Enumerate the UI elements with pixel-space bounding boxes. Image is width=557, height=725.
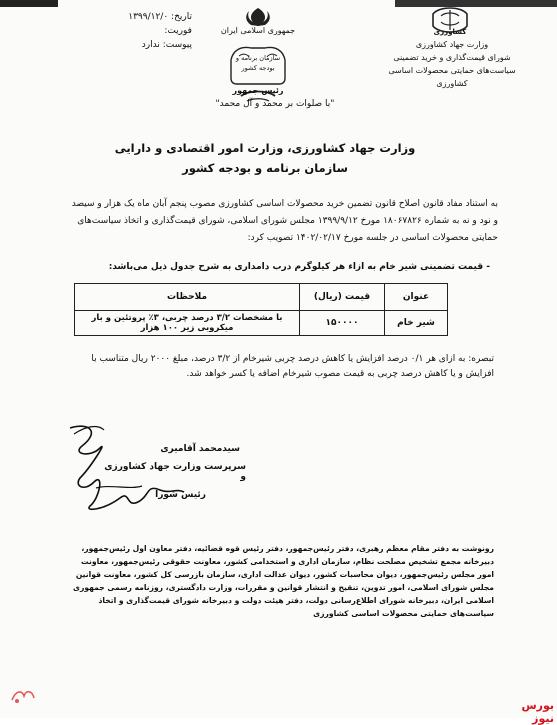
header-price: قیمت (ریال) bbox=[300, 284, 385, 311]
priority-label: فوریت: bbox=[164, 26, 192, 36]
signatory-president: رئیس شورا bbox=[155, 490, 206, 500]
cell-notes: با مشخصات ۳/۲ درصد چربی، ۳٪ پروتئین و بار میکروبی زیر ۱۰۰ هزار bbox=[75, 311, 300, 336]
ministry-logo bbox=[405, 4, 495, 38]
title-line-1: وزارت جهاد کشاورزی، وزارت امور اقتصادی و دارایی bbox=[114, 141, 416, 155]
signatory-role: سرپرست وزارت جهاد کشاورزی و bbox=[104, 462, 246, 482]
signatory-name: سیدمحمد آقامیری bbox=[160, 444, 240, 454]
date-label: تاریخ: bbox=[171, 12, 192, 22]
header-title: عنوان bbox=[385, 284, 448, 311]
cc-list: رونوشت به دفتر مقام معظم رهبری، دفتر رئیس‌جمهور، دفتر رئیس قوه قضائیه، دفتر معاون اول رئیس‌جمهور، دبیرخانه مجمع تشخیص مصلحت نظام، سازمان اداری و استخدامی کشور، معاونت حقوقی رئیس‌جمهور، معاونت امور مجلس رئیس‌جمهور، دیوان محاسبات کشور، دیوان عدالت اداری، سازمان بازرسی کل کشور، معاونت قوانین مجلس شورای اسلامی، امور تدوین، تنقیح و انتشار قوانین و مقررات، وزارت دادگستری، روزنامه رسمی جمهوری اسلامی ایران، دبیرخانه شورای اطلاع‌رسانی دولت، دفتر هیئت دولت و دبیرخانه شورای قیمت‌گذاری و اتخاذ سیاست‌های حمایتی محصولات اساسی کشاورزی bbox=[73, 544, 494, 618]
header-right-line: سیاست‌های حمایتی محصولات اساسی کشاورزی bbox=[388, 66, 516, 88]
header-left-block bbox=[72, 10, 192, 52]
table-row bbox=[75, 311, 448, 336]
watermark-logo-icon bbox=[8, 686, 38, 706]
stamp-text: سازمان برنامه و بودجه کشور bbox=[235, 54, 281, 72]
table-header-row bbox=[75, 284, 448, 311]
top-left-crop-mark bbox=[0, 0, 58, 7]
logo-word: کشاورزی bbox=[433, 28, 467, 36]
resolution-paragraph: به استناد مفاد قانون اصلاح قانون تضمین خرید محصولات اساسی کشاورزی مصوب پنجم آبان ماه یک هزار و سیصد و نود و نه به شماره ۱۸۰۶۷۸۲۶ مورخ ۱۳۹۹/۹/۱۲ مجلس شورای اسلامی، شورای قیمت‌گذاری و اتخاذ سیاست‌های حمایتی محصولات اساسی در جلسه مورخ ۱۴۰۲/۰۲/۱۷ تصویب کرد: bbox=[71, 199, 498, 243]
price-bullet: - قیمت تضمینی شیر خام به ازاء هر کیلوگرم درب دامداری به شرح جدول ذیل می‌باشد: bbox=[108, 262, 490, 272]
header-notes: ملاحظات bbox=[75, 284, 300, 311]
header-right-line: شورای قیمت‌گذاری و خرید تضمینی bbox=[393, 53, 511, 62]
date-value: ۱۳۹۹/۱۲/۰ bbox=[128, 12, 169, 22]
header-right-line: وزارت جهاد کشاورزی bbox=[415, 40, 489, 49]
cell-title: شیر خام bbox=[385, 311, 448, 336]
price-table bbox=[74, 283, 448, 336]
brand-label: بورس نیوز bbox=[521, 699, 554, 725]
title-line-2: سازمان برنامه و بودجه کشور bbox=[182, 161, 348, 175]
republic-caption: جمهوری اسلامی ایران bbox=[220, 26, 296, 35]
president-caption: رئیس جمهور bbox=[232, 86, 284, 95]
salavat-line: "با صلوات بر محمد و آل محمد" bbox=[215, 99, 335, 109]
attachment-label: پیوست: ندارد bbox=[141, 40, 192, 50]
note-paragraph: تبصره: به ازای هر ۰/۱ درصد افزایش یا کاهش درصد چربی شیرخام از ۳/۲ درصد، مبلغ ۲۰۰۰ ریال متناسب با افزایش و یا کاهش درصد چربی به قیمت مصوب شیرخام اضافه یا کسر خواهد شد. bbox=[91, 354, 494, 379]
state-emblem bbox=[213, 6, 303, 106]
header-right-lines bbox=[382, 38, 522, 90]
cell-price: ۱۵۰۰۰۰ bbox=[300, 311, 385, 336]
